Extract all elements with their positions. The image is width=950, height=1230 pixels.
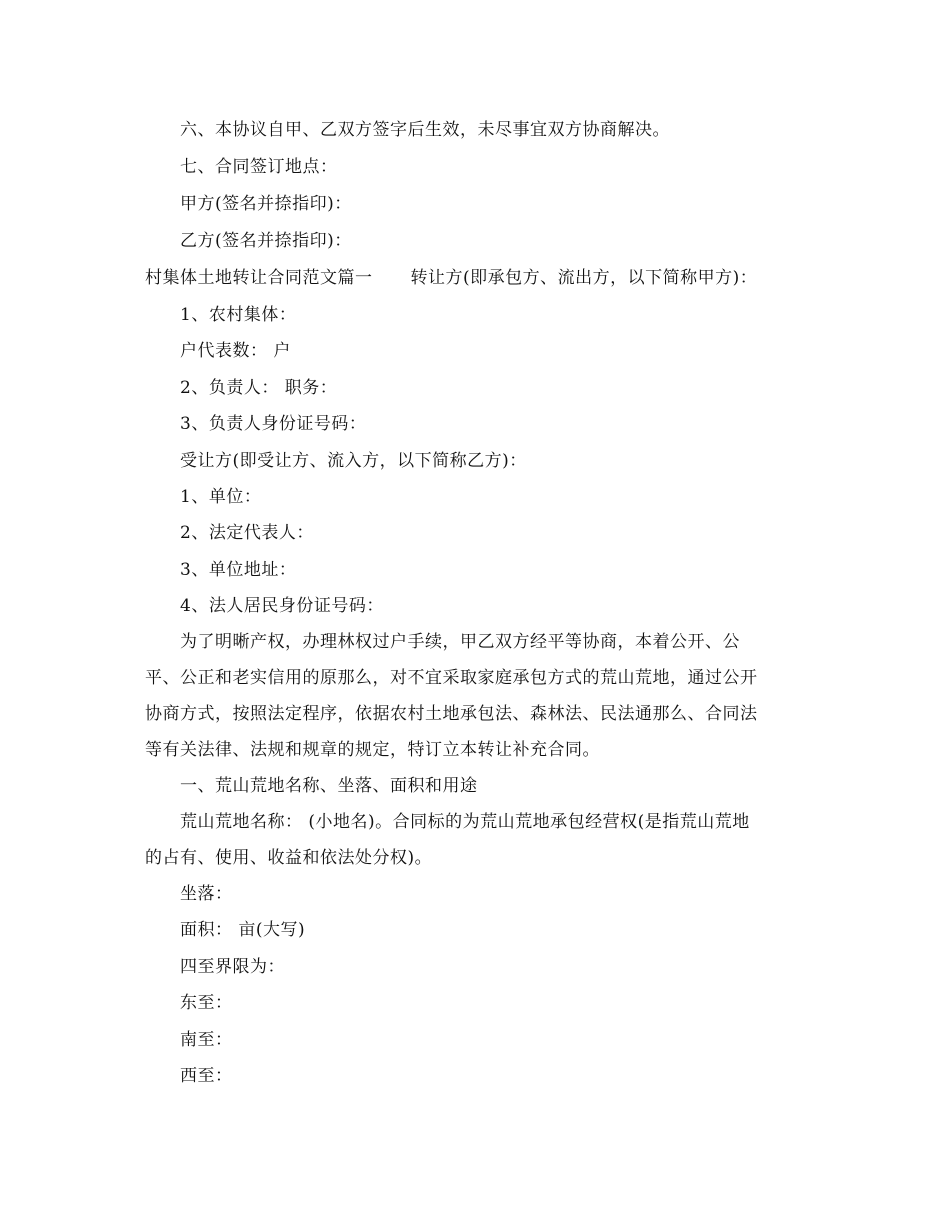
village-collective: 1、农村集体： [180,305,297,325]
land-name-line: 的占有、使用、收益和依法处分权)。 [145,848,433,868]
preamble-line: 为了明晰产权，办理林权过户手续，甲乙双方经平等协商，本着公开、公 [180,632,740,652]
household-count: 户代表数： 户 [180,341,291,361]
section-heading [145,267,757,289]
west-boundary: 西至： [180,1066,233,1086]
east-boundary: 东至： [180,993,233,1013]
transferor-label: 转让方(即承包方、流出方，以下简称甲方)： [410,268,758,288]
preamble-line: 协商方式，按照法定程序，依据农村土地承包法、森林法、民法通那么、合同法 [145,704,758,724]
transferee-label: 受让方(即受让方、流入方，以下简称乙方)： [180,451,527,471]
clause-six: 六、本协议自甲、乙双方签字后生效，未尽事宜双方协商解决。 [180,120,670,140]
party-a-signature: 甲方(签名并捺指印)： [180,194,352,214]
preamble-line: 平、公正和老实信用的原那么，对不宜采取家庭承包方式的荒山荒地，通过公开 [145,668,758,688]
unit: 1、单位： [180,487,262,507]
legal-person-id-number: 4、法人居民身份证号码： [180,596,384,616]
responsible-person: 2、负责人： 职务： [180,378,338,398]
unit-address: 3、单位地址： [180,560,297,580]
land-name-line: 荒山荒地名称： (小地名)。合同标的为荒山荒地承包经营权(是指荒山荒地 [180,812,750,832]
area-field: 面积： 亩(大写) [180,920,306,940]
responsible-id-number: 3、负责人身份证号码： [180,414,367,434]
clause-seven: 七、合同签订地点： [180,157,338,177]
location-field: 坐落： [180,884,233,904]
document-title: 村集体土地转让合同范文篇一 [145,268,373,288]
boundaries-field: 四至界限为： [180,957,285,977]
preamble-line: 等有关法律、法规和规章的规定，特订立本转让补充合同。 [145,740,600,760]
party-b-signature: 乙方(签名并捺指印)： [180,231,352,251]
legal-representative: 2、法定代表人： [180,523,314,543]
section-one-title: 一、荒山荒地名称、坐落、面积和用途 [180,776,478,796]
south-boundary: 南至： [180,1030,233,1050]
